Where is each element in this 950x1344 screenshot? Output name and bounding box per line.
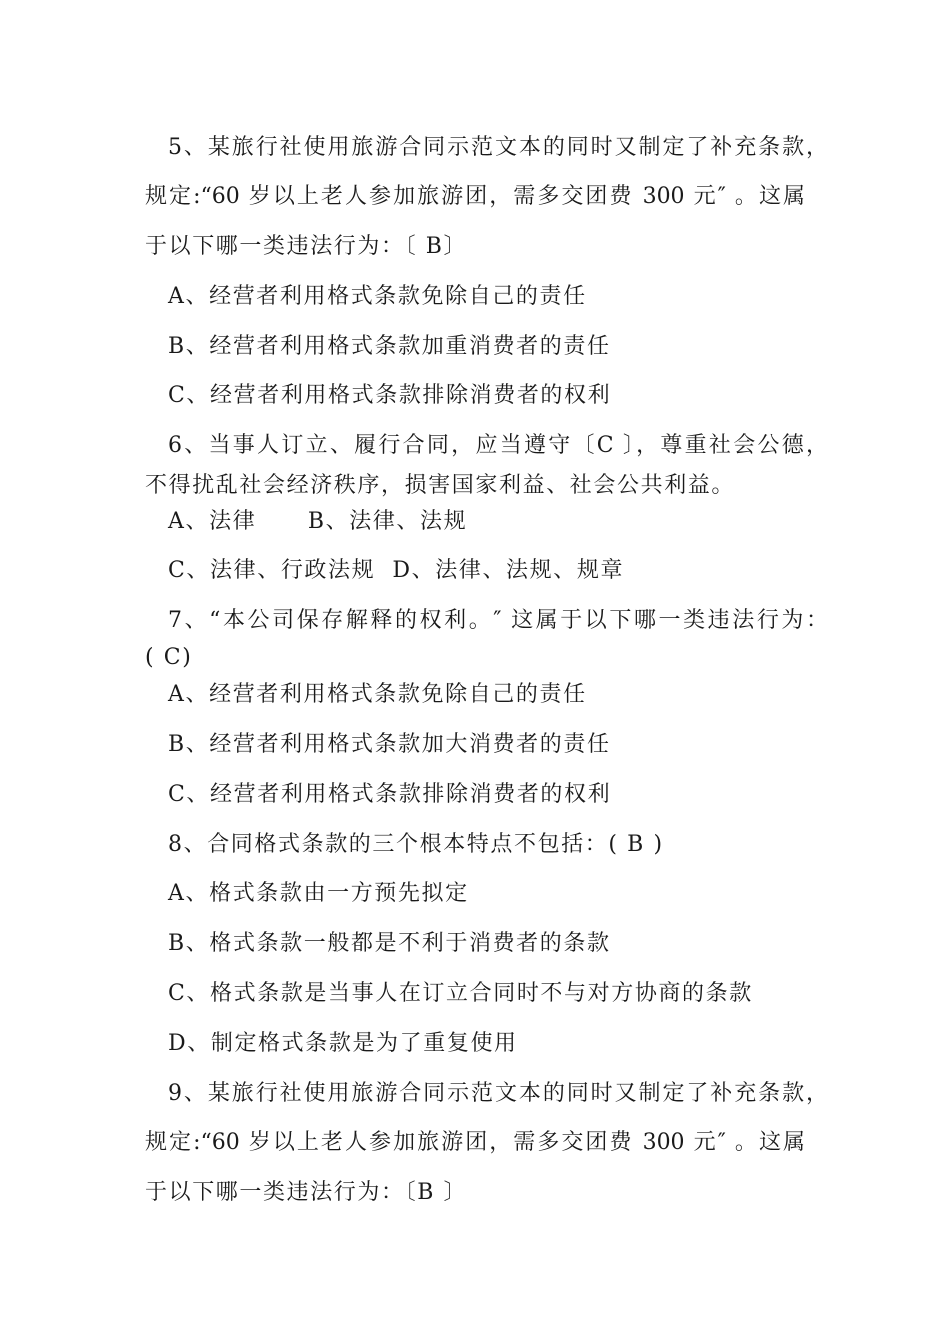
question-7-option-c: C、经营者利用格式条款排除消费者的权利 [168, 782, 612, 807]
question-5-line-1: 5、某旅行社使用旅游合同示范文本的同时又制定了补充条款， [168, 135, 828, 160]
question-5-option-b: B、经营者利用格式条款加重消费者的责任 [168, 334, 611, 359]
question-5-line-3: 于以下哪一类违法行为：〔 B〕 [145, 234, 468, 259]
question-7-option-b: B、经营者利用格式条款加大消费者的责任 [168, 732, 611, 757]
question-6-options-row-1: A、法律 B、法律、法规 [168, 509, 468, 534]
question-9-line-1: 9、某旅行社使用旅游合同示范文本的同时又制定了补充条款， [168, 1081, 828, 1106]
question-6-line-2: 不得扰乱社会经济秩序，损害国家利益、社会公共利益。 [145, 473, 736, 498]
question-5-option-a: A、经营者利用格式条款免除自己的责任 [168, 284, 587, 309]
question-7-line-2: ( C) [145, 645, 193, 670]
question-8-option-a: A、格式条款由一方预先拟定 [168, 881, 469, 906]
question-9-line-2: 规定:“60 岁以上老人参加旅游团，需多交团费 300 元″ 。这属 [145, 1130, 805, 1155]
question-5-option-c: C、经营者利用格式条款排除消费者的权利 [168, 383, 612, 408]
question-8-option-c: C、格式条款是当事人在订立合同时不与对方协商的条款 [168, 981, 753, 1006]
question-5-line-2: 规定:“60 岁以上老人参加旅游团，需多交团费 300 元″ 。这属 [145, 184, 805, 209]
question-9-line-3: 于以下哪一类违法行为：〔B 〕 [145, 1180, 468, 1205]
question-8-line-1: 8、合同格式条款的三个根本特点不包括：( B ) [168, 832, 664, 857]
question-7-option-a: A、经营者利用格式条款免除自己的责任 [168, 682, 587, 707]
question-7-line-1: 7、“本公司保存解释的权利。″ 这属于以下哪一类违法行为： [168, 608, 828, 633]
question-8-option-b: B、格式条款一般都是不利于消费者的条款 [168, 931, 611, 956]
question-6-options-row-2: C、法律、行政法规 D、法律、法规、规章 [168, 558, 625, 583]
question-8-option-d: D、制定格式条款是为了重复使用 [168, 1031, 518, 1056]
question-6-line-1: 6、当事人订立、履行合同，应当遵守〔C 〕，尊重社会公德， [168, 433, 828, 458]
